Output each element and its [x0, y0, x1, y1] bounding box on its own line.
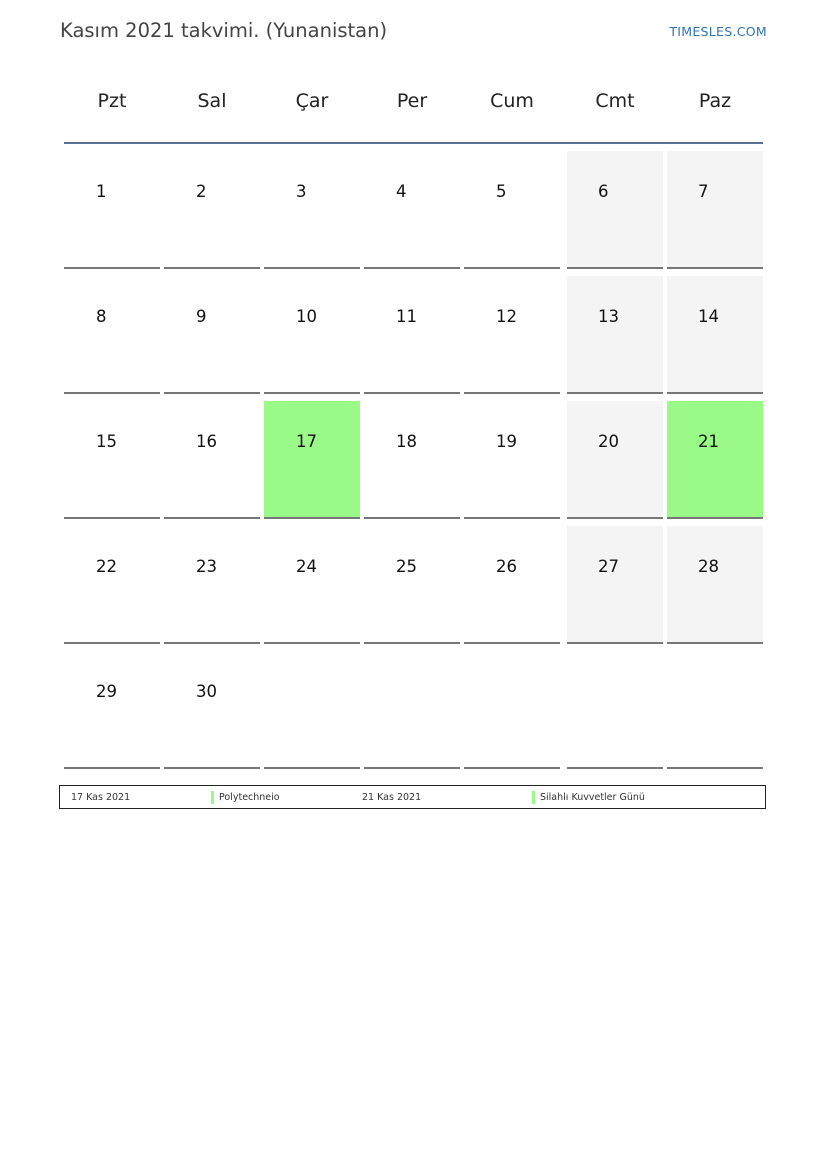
day-cell-17[interactable] [264, 401, 360, 519]
day-cell-4[interactable] [364, 151, 460, 269]
weekday-thu: Per [396, 90, 428, 112]
day-number: 21 [698, 432, 719, 451]
day-cell-5[interactable] [464, 151, 560, 269]
day-number: 12 [496, 307, 517, 326]
day-number: 14 [698, 307, 719, 326]
empty-day-cell [264, 651, 360, 769]
page-title: Kasım 2021 takvimi. (Yunanistan) [60, 19, 388, 42]
day-number: 23 [196, 557, 217, 576]
day-cell-9[interactable] [164, 276, 260, 394]
empty-day-cell [567, 651, 663, 769]
day-number: 20 [598, 432, 619, 451]
day-cell-21[interactable] [667, 401, 763, 519]
day-cell-10[interactable] [264, 276, 360, 394]
day-number: 28 [698, 557, 719, 576]
day-number: 5 [496, 182, 507, 201]
day-number: 9 [196, 307, 207, 326]
weekday-fri: Cum [490, 90, 534, 112]
legend-date-1: 17 Kas 2021 [71, 792, 131, 803]
weekday-sat: Cmt [595, 90, 635, 112]
day-number: 27 [598, 557, 619, 576]
day-number: 15 [96, 432, 117, 451]
day-number: 8 [96, 307, 107, 326]
day-number: 6 [598, 182, 609, 201]
day-cell-11[interactable] [364, 276, 460, 394]
day-cell-19[interactable] [464, 401, 560, 519]
weekday-wed: Çar [295, 90, 329, 112]
holiday-legend [59, 785, 766, 809]
day-cell-14[interactable] [667, 276, 763, 394]
day-number: 1 [96, 182, 107, 201]
day-number: 25 [396, 557, 417, 576]
day-cell-6[interactable] [567, 151, 663, 269]
day-cell-29[interactable] [64, 651, 160, 769]
day-cell-8[interactable] [64, 276, 160, 394]
weekday-mon: Pzt [97, 90, 127, 112]
day-cell-2[interactable] [164, 151, 260, 269]
day-cell-3[interactable] [264, 151, 360, 269]
day-cell-23[interactable] [164, 526, 260, 644]
day-cell-25[interactable] [364, 526, 460, 644]
day-cell-16[interactable] [164, 401, 260, 519]
empty-day-cell [464, 651, 560, 769]
day-cell-1[interactable] [64, 151, 160, 269]
day-number: 4 [396, 182, 407, 201]
day-cell-27[interactable] [567, 526, 663, 644]
day-number: 30 [196, 682, 217, 701]
day-number: 7 [698, 182, 709, 201]
day-cell-15[interactable] [64, 401, 160, 519]
day-cell-22[interactable] [64, 526, 160, 644]
day-number: 24 [296, 557, 317, 576]
legend-date-2: 21 Kas 2021 [362, 792, 422, 803]
day-number: 29 [96, 682, 117, 701]
day-cell-12[interactable] [464, 276, 560, 394]
legend-color-marker-2 [532, 791, 535, 804]
day-number: 26 [496, 557, 517, 576]
legend-holiday-name-2: Silahlı Kuvvetler Günü [540, 792, 645, 803]
brand-link[interactable]: TIMESLES.COM [669, 24, 767, 39]
day-cell-24[interactable] [264, 526, 360, 644]
day-number: 16 [196, 432, 217, 451]
weekday-tue: Sal [197, 90, 227, 112]
legend-holiday-name-1: Polytechneio [219, 792, 280, 803]
day-number: 19 [496, 432, 517, 451]
day-cell-20[interactable] [567, 401, 663, 519]
weekday-sun: Paz [698, 90, 732, 112]
day-cell-30[interactable] [164, 651, 260, 769]
day-number: 18 [396, 432, 417, 451]
day-cell-7[interactable] [667, 151, 763, 269]
day-cell-26[interactable] [464, 526, 560, 644]
header-divider [64, 142, 763, 144]
empty-day-cell [667, 651, 763, 769]
day-number: 17 [296, 432, 317, 451]
day-number: 10 [296, 307, 317, 326]
day-number: 13 [598, 307, 619, 326]
day-number: 2 [196, 182, 207, 201]
day-cell-18[interactable] [364, 401, 460, 519]
day-number: 11 [396, 307, 417, 326]
day-cell-28[interactable] [667, 526, 763, 644]
weekday-header-row [64, 90, 763, 120]
day-cell-13[interactable] [567, 276, 663, 394]
legend-color-marker-1 [211, 791, 214, 804]
day-number: 22 [96, 557, 117, 576]
day-number: 3 [296, 182, 307, 201]
empty-day-cell [364, 651, 460, 769]
